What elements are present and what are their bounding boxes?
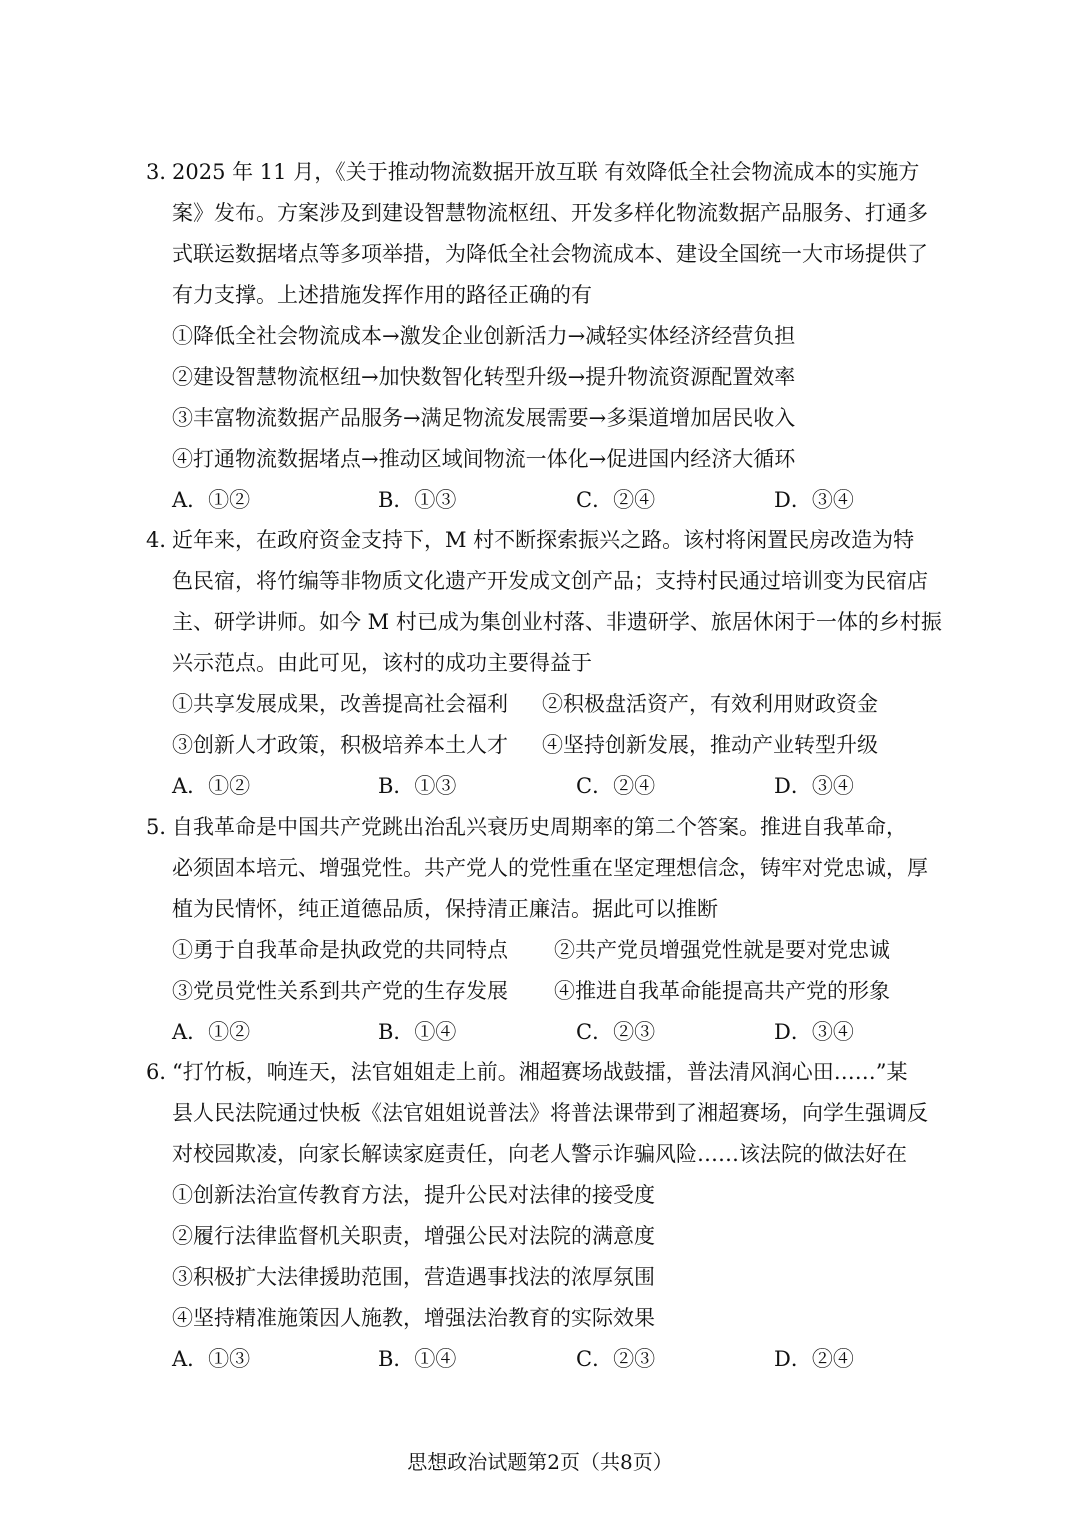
choice-b: B．①④ xyxy=(378,1347,457,1371)
choice-c: C．②③ xyxy=(576,1347,656,1371)
option-pair-2 xyxy=(146,725,966,766)
question-stem-line: 主、研学讲师。如今 M 村已成为集创业村落、非遗研学、旅居休闲于一体的乡村振 xyxy=(172,610,942,634)
choice-d: D．③④ xyxy=(774,488,854,512)
option-pair-2 xyxy=(146,971,966,1012)
question-stem-line: 有力支撑。上述措施发挥作用的路径正确的有 xyxy=(172,283,592,307)
option-item-3: ③积极扩大法律援助范围，营造遇事找法的浓厚氛围 xyxy=(172,1265,655,1289)
question-number: 3． xyxy=(146,160,181,184)
choice-c: C．②④ xyxy=(576,488,656,512)
choice-c: C．②④ xyxy=(576,774,656,798)
option-item-2: ②履行法律监督机关职责，增强公民对法院的满意度 xyxy=(172,1224,655,1248)
question-stem-line: 式联运数据堵点等多项举措，为降低全社会物流成本、建设全国统一大市场提供了 xyxy=(172,242,928,266)
answer-choices xyxy=(146,480,966,521)
answer-choices xyxy=(146,1012,966,1053)
option-pair-1 xyxy=(146,930,966,971)
question-stem-line: 色民宿，将竹编等非物质文化遗产开发成文创产品；支持村民通过培训变为民宿店 xyxy=(172,569,928,593)
question-number: 6． xyxy=(146,1060,181,1084)
page-footer: 思想政治试题第2页（共8页） xyxy=(407,1450,673,1474)
choice-d: D．②④ xyxy=(774,1347,854,1371)
option-item-1: ①共享发展成果，改善提高社会福利 xyxy=(172,692,508,716)
option-item-1: ①勇于自我革命是执政党的共同特点 xyxy=(172,938,508,962)
choice-d: D．③④ xyxy=(774,1020,854,1044)
option-item-2: ②建设智慧物流枢纽→加快数智化转型升级→提升物流资源配置效率 xyxy=(172,365,796,389)
question-stem-line xyxy=(146,807,966,848)
option-item-1: ①创新法治宣传教育方法，提升公民对法律的接受度 xyxy=(172,1183,655,1207)
choice-b: B．①④ xyxy=(378,1020,457,1044)
choice-c: C．②③ xyxy=(576,1020,656,1044)
choice-a: A．①② xyxy=(172,774,251,798)
option-item-4: ④坚持精准施策因人施教，增强法治教育的实际效果 xyxy=(172,1306,655,1330)
question-stem-line xyxy=(146,1052,966,1093)
stem-text: 2025 年 11 月，《关于推动物流数据开放互联 有效降低全社会物流成本的实施方 xyxy=(172,160,920,184)
choice-d: D．③④ xyxy=(774,774,854,798)
option-item-3: ③党员党性关系到共产党的生存发展 xyxy=(172,979,508,1003)
question-stem-line: 对校园欺凌，向家长解读家庭责任，向老人警示诈骗风险……该法院的做法好在 xyxy=(172,1142,907,1166)
question-stem-line: 植为民情怀，纯正道德品质，保持清正廉洁。据此可以推断 xyxy=(172,897,718,921)
question-stem-line: 案》发布。方案涉及到建设智慧物流枢纽、开发多样化物流数据产品服务、打通多 xyxy=(172,201,928,225)
question-stem-line xyxy=(146,152,966,193)
option-item-3: ③丰富物流数据产品服务→满足物流发展需要→多渠道增加居民收入 xyxy=(172,406,796,430)
answer-choices xyxy=(146,1339,966,1380)
question-stem-line: 必须固本培元、增强党性。共产党人的党性重在坚定理想信念，铸牢对党忠诚，厚 xyxy=(172,856,928,880)
question-5 xyxy=(146,807,966,1053)
question-stem-line xyxy=(146,520,966,561)
option-item-2: ②共产党员增强党性就是要对党忠诚 xyxy=(554,938,890,962)
question-number: 4． xyxy=(146,528,181,552)
option-item-1: ①降低全社会物流成本→激发企业创新活力→减轻实体经济经营负担 xyxy=(172,324,796,348)
option-item-3: ③创新人才政策，积极培养本土人才 xyxy=(172,733,508,757)
question-3 xyxy=(146,152,966,521)
choice-a: A．①③ xyxy=(172,1347,251,1371)
choice-a: A．①② xyxy=(172,1020,251,1044)
stem-text: 自我革命是中国共产党跳出治乱兴衰历史周期率的第二个答案。推进自我革命， xyxy=(172,815,907,839)
choice-b: B．①③ xyxy=(378,774,457,798)
stem-text: 近年来，在政府资金支持下，M 村不断探索振兴之路。该村将闲置民房改造为特 xyxy=(172,528,915,552)
choice-b: B．①③ xyxy=(378,488,457,512)
answer-choices xyxy=(146,766,966,807)
option-item-4: ④打通物流数据堵点→推动区域间物流一体化→促进国内经济大循环 xyxy=(172,447,796,471)
question-4 xyxy=(146,520,966,807)
question-number: 5． xyxy=(146,815,181,839)
stem-text: “打竹板，响连天，法官姐姐走上前。湘超赛场战鼓擂，普法清风润心田……”某 xyxy=(172,1060,908,1084)
option-pair-1 xyxy=(146,684,966,725)
choice-a: A．①② xyxy=(172,488,251,512)
option-item-4: ④推进自我革命能提高共产党的形象 xyxy=(554,979,890,1003)
question-6 xyxy=(146,1052,966,1380)
option-item-2: ②积极盘活资产，有效利用财政资金 xyxy=(542,692,878,716)
option-item-4: ④坚持创新发展，推动产业转型升级 xyxy=(542,733,878,757)
question-stem-line: 兴示范点。由此可见，该村的成功主要得益于 xyxy=(172,651,592,675)
question-stem-line: 县人民法院通过快板《法官姐姐说普法》将普法课带到了湘超赛场，向学生强调反 xyxy=(172,1101,928,1125)
